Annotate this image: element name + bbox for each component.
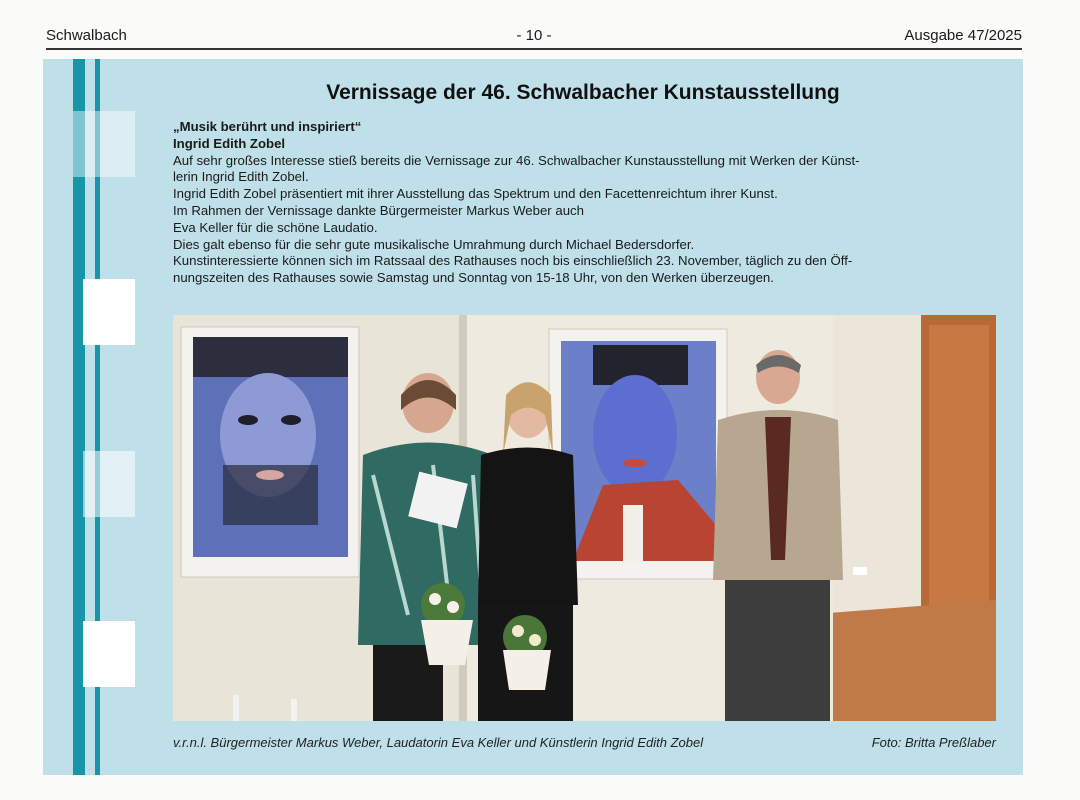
body-line: lerin Ingrid Edith Zobel. [173,169,309,185]
decor-square [83,621,135,687]
body-line: Im Rahmen der Vernissage dankte Bürgermeister Markus Weber auch [173,202,584,218]
body-line: Kunstinteressierte können sich im Ratssaal des Rathauses noch bis einschließlich 23. November, täglich zu den Öff- [173,253,853,269]
article-body [173,119,1003,287]
body-line: Auf sehr großes Interesse stieß bereits die Vernissage zur 46. Schwalbacher Kunstausstellung mit Werken der Künst- [173,152,860,168]
photo-caption [173,735,996,750]
header-issue: Ausgabe 47/2025 [904,27,1022,44]
body-line: Ingrid Edith Zobel präsentiert mit ihrer Ausstellung das Spektrum und den Facettenreichtum ihrer Kunst. [173,186,778,202]
article-panel [43,59,1023,775]
header-town: Schwalbach [46,27,127,44]
body-line: Dies galt ebenso für die sehr gute musikalische Umrahmung durch Michael Bedersdorfer. [173,236,695,252]
page-header [46,26,1022,50]
photo-credit: Foto: Britta Preßlaber [871,735,996,750]
article-title: Vernissage der 46. Schwalbacher Kunstausstellung [326,81,840,104]
article-author: Ingrid Edith Zobel [173,135,286,151]
event-photo [173,315,996,721]
caption-text: v.r.n.l. Bürgermeister Markus Weber, Laudatorin Eva Keller und Künstlerin Ingrid Edith Zobel [173,735,704,750]
body-line: nungszeiten des Rathauses sowie Samstag und Sonntag von 15-18 Uhr, von den Werken überzeugen. [173,270,774,286]
event-photo-illustration [173,315,996,721]
article-subtitle: „Musik berührt und inspiriert“ [173,119,362,134]
body-line: Eva Keller für die schöne Laudatio. [173,219,378,235]
header-page-number: - 10 - [516,27,552,44]
decor-square [83,279,135,345]
decor-square [83,451,135,517]
decor-square [73,111,135,177]
